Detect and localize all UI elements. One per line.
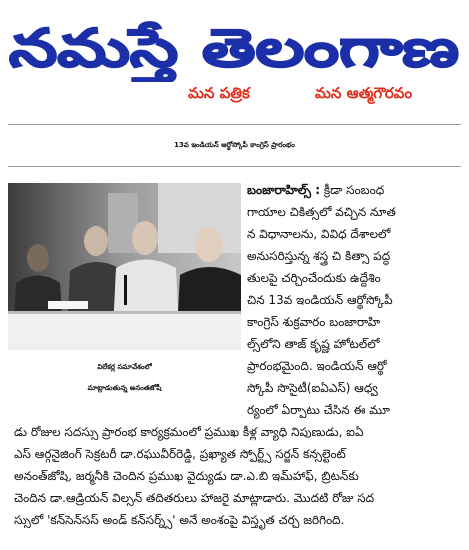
body-line: ఎస్ ఆర్గనైజింగ్ సెక్రటరీ డా.రఘువీర్‌రెడ్డి, ప్రఖ్యాత స్పోర్ట్స్ సర్జన్ కన్సల్టెంట్ xyxy=(14,447,346,461)
photo-caption xyxy=(8,357,241,399)
headline-bottom-rule xyxy=(8,166,461,167)
caption-line: మాట్లాడుతున్న అనంతజోషీ xyxy=(87,384,162,392)
column-line: ల్స్‌లోని తాజ్ కృష్ణ హోటల్‌లో xyxy=(247,337,380,351)
tagline-left: మన పత్రిక xyxy=(188,84,250,102)
column-line: చిన 13వ ఇండియన్ ఆర్థోస్కోపీ xyxy=(247,293,393,307)
column-line: న విధానాలను, వివిధ దేశాలలో xyxy=(247,227,391,241)
article-photo xyxy=(8,183,241,350)
masthead xyxy=(0,0,469,118)
article-headline: 13వ ఇండియన్ ఆర్థోస్కోపీ కాంగ్రెస్ ప్రారంభం xyxy=(174,141,295,149)
column-line: కాంగ్రెస్ శుక్రవారం బంజారాహి xyxy=(247,315,381,329)
dateline: బంజారాహిల్స్ : xyxy=(247,183,321,197)
body-line: అనంత్‌జోషి, జర్మనీకి చెందిన ప్రముఖ వైద్యుడు డా.ఎ.బి ఇమ్‌హాఫ్, బ్రిటన్‌కు xyxy=(14,469,359,483)
column-line xyxy=(247,179,384,201)
column-line: అనుసరిస్తున్న శస్త్ర చి కిత్సా పద్ధ xyxy=(247,249,391,263)
headline-top-rule xyxy=(8,124,461,125)
logo-wordmark: నమస్తే తెలంగాణ xyxy=(9,19,350,79)
column-line: ప్రారంభమైంది. ఇండియన్ ఆర్థో xyxy=(247,359,387,373)
body-line: డు రోజుల సదస్సు ప్రారంభ కార్యక్రమంలో ప్రముఖ కీళ్ల వ్యాధి నిపుణుడు, ఐఏ xyxy=(14,425,364,439)
column-line: ర్యంలో ఏర్పాటు చేసిన ఈ మూ xyxy=(247,403,390,417)
body-line: చెందిన డా.ఆడ్రియన్ విల్సన్ తదితరులు హాజరై మాట్లాడారు. మొదటి రోజు సద xyxy=(14,491,375,505)
tagline-right: మన ఆత్మగౌరవం xyxy=(315,84,413,102)
press-conference-photo xyxy=(8,183,241,350)
column-line-text: క్రీడా సంబంధ xyxy=(323,183,385,197)
caption-line: విలేకర్ల సమావేశంలో xyxy=(97,363,152,371)
newspaper-logo xyxy=(0,0,469,82)
column-line: స్కోపీ సొసైటీ(ఐఏఎస్) ఆధ్వ xyxy=(247,381,378,395)
column-line: తులపై చర్చించేందుకు ఉద్దేశిం xyxy=(247,271,381,285)
body-line: స్సులో 'కన్‌సెన్‌సస్ అండ్ కన్‌సర్న్స్' అనే అంశంపై విస్తృత చర్చ జరిగింది. xyxy=(14,513,345,527)
column-line: గాయాల చికిత్సలో వచ్చిన నూత xyxy=(247,205,396,219)
